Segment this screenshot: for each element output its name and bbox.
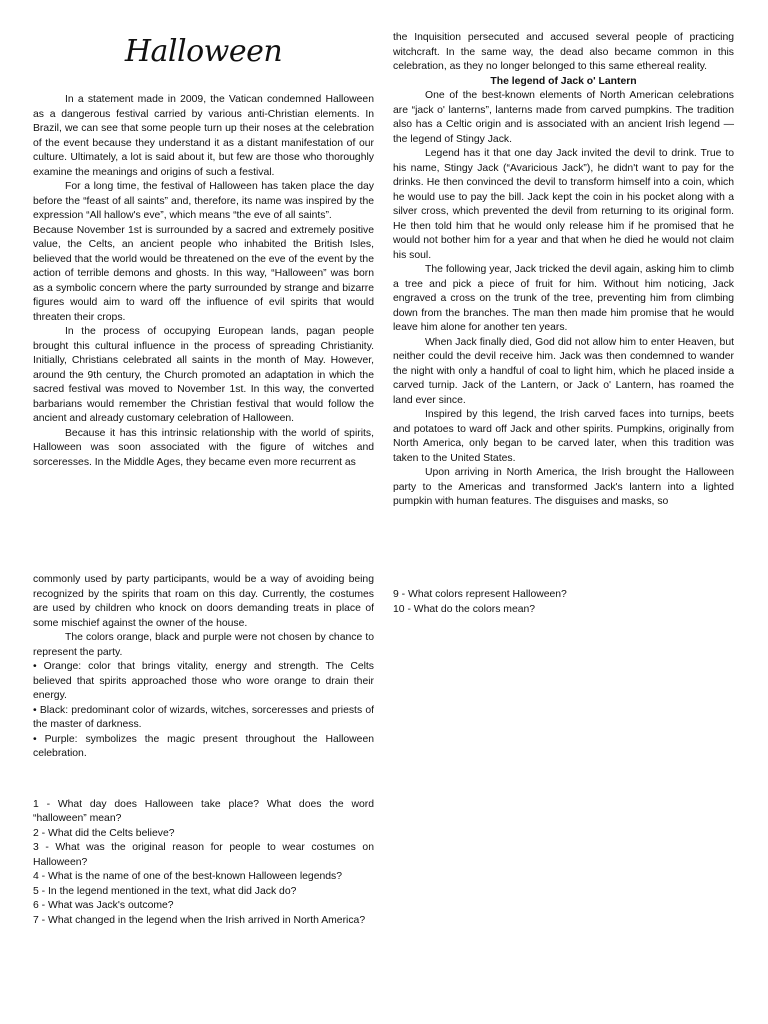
question: 3 - What was the original reason for people to wear costumes on Halloween? <box>33 842 374 868</box>
paragraph: The colors orange, black and purple were not chosen by chance to represent the party. <box>33 632 374 658</box>
paragraph: The following year, Jack tricked the devil again, asking him to climb a tree and pick a piece of fruit for him. Without him noticing, Jack engraved a cross on the trunk of the tree, preventing him from climbing down from the branches. The man then made him promise that he would leave him alone for another ten years. <box>393 264 734 333</box>
paragraph: When Jack finally died, God did not allow him to enter Heaven, but neither could the devil receive him. Jack was then condemned to wander the night with only a handful of coal to light him, which he placed inside a carved turnip. Jack of the Lantern, or Jack o' Lantern, has roamed the land ever since. <box>393 336 734 406</box>
question: 5 - In the legend mentioned in the text, what did Jack do? <box>33 885 297 897</box>
question: 1 - What day does Halloween take place? What does the word “halloween” mean? <box>33 798 374 824</box>
question: 6 - What was Jack's outcome? <box>33 900 174 911</box>
question: 9 - What colors represent Halloween? <box>393 589 567 600</box>
spacer <box>33 762 374 798</box>
section-heading: The legend of Jack o' Lantern <box>490 75 637 87</box>
question: 4 - What is the name of one of the best-known Halloween legends? <box>33 871 343 882</box>
paragraph: In the process of occupying European lands, pagan people brought this cultural influence in the process of spreading Christianity. Initially, Christians celebrated all saints in the month of May. However, around the 9th century, the Church promoted an adaptation in which the sacred festival was moved to November 1st. In this way, the converted barbarians would remember the Christian festival that would follow the ancient and already customary celebration of Halloween. <box>33 326 374 424</box>
paragraph: Because it has this intrinsic relationship with the world of spirits, Halloween was soon associated with the figure of witches and sorceresses. In the Middle Ages, they became even more recurrent as <box>33 427 374 468</box>
color-bullet: • Purple: symbolizes the magic present throughout the Halloween celebration. <box>33 733 374 759</box>
question: 7 - What changed in the legend when the Irish arrived in North America? <box>33 914 366 926</box>
paragraph: commonly used by party participants, would be a way of avoiding being recognized by the spirits that roam on this day. Currently, the costumes are used by children who knock on doors demanding treats in place of some mischief against the owner of the house. <box>33 574 374 629</box>
paragraph: Because November 1st is surrounded by a sacred and extremely positive value, the Celts, an ancient people who inhabited the British Isles, believed that the world would be threatened on the eve of the event by the action of terrible demons and ghosts. In this way, “Halloween” was born as a symbolic concern where the party surrounded by strange and bizarre figures would aim to ward off the influence of evil spirits that would threaten their crops. <box>33 224 374 323</box>
paragraph: For a long time, the festival of Halloween has taken place the day before the “feast of all saints” and, therefore, its name was inspired by the expression “All hallow's eve”, which means “the eve of all saints”. <box>33 181 374 221</box>
column-legend <box>393 31 734 510</box>
paragraph: Upon arriving in North America, the Irish brought the Halloween party to the Americas and transformed Jack's lantern into a lighted pumpkin with human features. The disguises and masks, so <box>393 467 734 507</box>
column-questions-right <box>393 588 734 617</box>
paragraph: the Inquisition persecuted and accused several people of practicing witchcraft. In the same way, the dead also became common in this celebration, as they no longer belonged to this same ethereal reality. <box>393 32 734 72</box>
question: 10 - What do the colors mean? <box>393 603 536 615</box>
paragraph: Inspired by this legend, the Irish carved faces into turnips, beets and potatoes to ward off Jack and other spirits. Pumpkins, originally from North America, only began to be carved later, when this tradition was taken to the United States. <box>393 409 734 464</box>
question: 2 - What did the Celts believe? <box>33 827 175 839</box>
column-colors-questions <box>33 573 374 928</box>
color-bullet: • Black: predominant color of wizards, witches, sorceresses and priests of the master of darkness. <box>33 704 374 730</box>
paragraph: Legend has it that one day Jack invited the devil to drink. True to his name, Stingy Jack (“Avaricious Jack”), he didn't want to pay for the drinks. He then convinced the devil to transform himself into a coin, which he would use to pay the bill. Jack kept the coin in his pocket along with a silver cross, which prevented the devil from returning to its original form. He then told him that he would only release him if he promised that he would not bother him for a year and that when he died he would not claim his soul. <box>393 148 734 261</box>
paragraph: In a statement made in 2009, the Vatican condemned Halloween as a dangerous festival carried by various anti-Christian elements. In Brazil, we can see that some people turn up their noses at the celebration of the event because they understand it as a distant manifestation of our culture. Ultimately, a lot is said about it, but few are those who thoroughly examine the meanings and origins of such a festival. <box>33 94 374 178</box>
color-bullet: • Orange: color that brings vitality, energy and strength. The Celts believed that spirits approached those who wore orange to drain their energy. <box>33 661 374 701</box>
column-intro <box>33 93 374 470</box>
page-title: Halloween <box>124 34 283 69</box>
paragraph: One of the best-known elements of North American celebrations are “jack o' lanterns”, lanterns made from carved pumpkins. The tradition also has a Celtic origin and is associated with an ancient Irish legend — the legend of Stingy Jack. <box>393 90 734 145</box>
